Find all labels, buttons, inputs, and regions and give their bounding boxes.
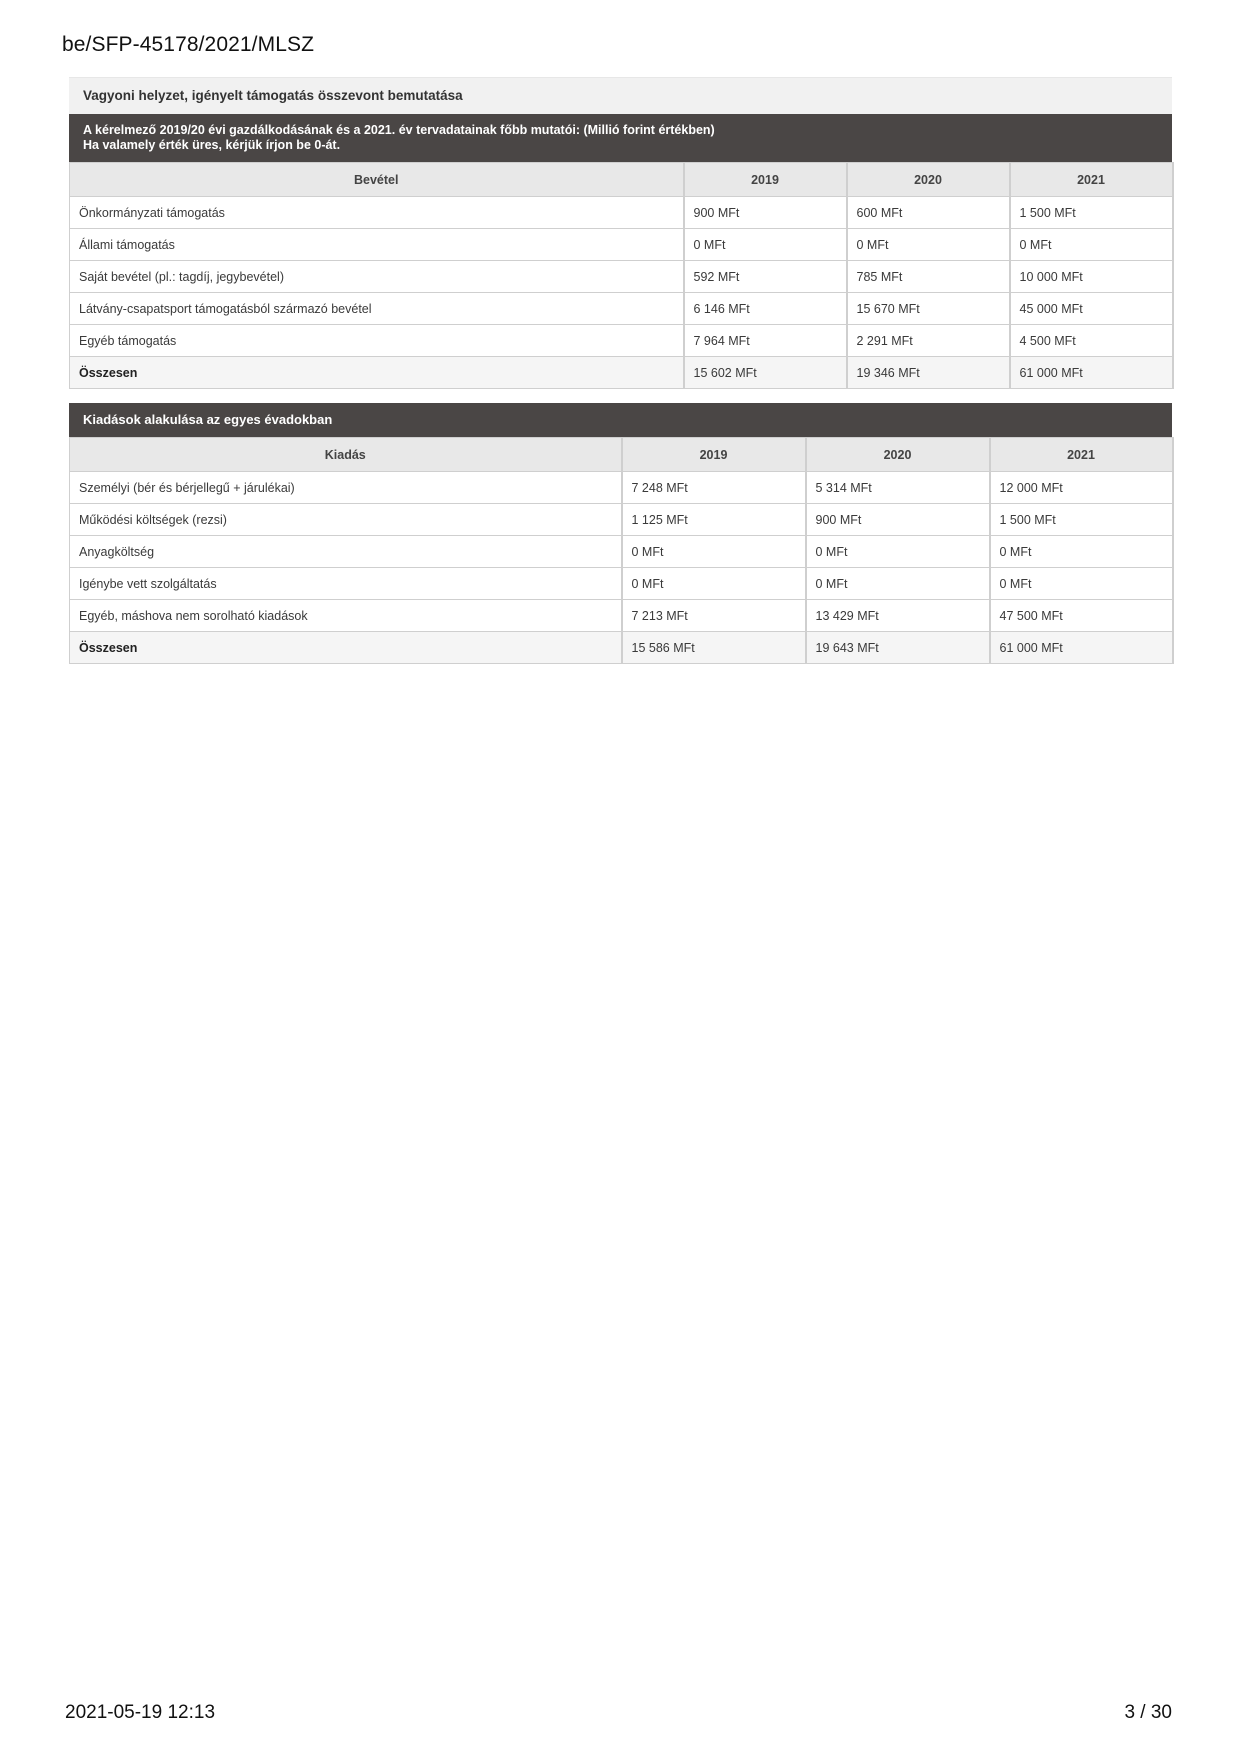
income-header-row [70,163,1173,197]
value-2021: 12 000 MFt [990,472,1173,504]
value-2019: 7 213 MFt [622,600,806,632]
row-label: Önkormányzati támogatás [70,197,684,229]
row-label: Látvány-csapatsport támogatásból származó bevétel [70,293,684,325]
row-label: Működési költségek (rezsi) [70,504,622,536]
value-2021: 1 500 MFt [1010,197,1173,229]
column-header-2020: 2020 [806,438,990,472]
value-2020: 600 MFt [847,197,1010,229]
value-2021: 0 MFt [990,536,1173,568]
value-2021: 4 500 MFt [1010,325,1173,357]
value-2019: 6 146 MFt [684,293,847,325]
value-2020: 5 314 MFt [806,472,990,504]
value-2019: 7 248 MFt [622,472,806,504]
value-2019: 1 125 MFt [622,504,806,536]
value-2021: 0 MFt [990,568,1173,600]
column-header-2019: 2019 [622,438,806,472]
value-2021: 1 500 MFt [990,504,1173,536]
table-row [70,504,1173,536]
column-header-2021: 2021 [990,438,1173,472]
page-number: 3 / 30 [1124,1702,1172,1723]
spacer [69,389,1172,403]
expense-table [69,437,1174,664]
value-2020: 2 291 MFt [847,325,1010,357]
total-2020: 19 643 MFt [806,632,990,664]
total-label: Összesen [70,357,684,389]
income-table-header [69,114,1172,162]
table-row [70,293,1173,325]
value-2021: 45 000 MFt [1010,293,1173,325]
expense-table-header: Kiadások alakulása az egyes évadokban [69,403,1172,437]
table-row [70,600,1173,632]
footer-timestamp: 2021-05-19 12:13 [65,1702,216,1723]
value-2021: 47 500 MFt [990,600,1173,632]
value-2020: 0 MFt [806,536,990,568]
row-label: Anyagköltség [70,536,622,568]
value-2019: 900 MFt [684,197,847,229]
value-2020: 0 MFt [806,568,990,600]
table-row [70,229,1173,261]
total-2021: 61 000 MFt [990,632,1173,664]
table-row [70,472,1173,504]
column-header-2020: 2020 [847,163,1010,197]
total-2019: 15 602 MFt [684,357,847,389]
column-header-2019: 2019 [684,163,847,197]
value-2020: 900 MFt [806,504,990,536]
total-row [70,632,1173,664]
table-row [70,536,1173,568]
total-2020: 19 346 MFt [847,357,1010,389]
value-2021: 10 000 MFt [1010,261,1173,293]
column-header-bevetel: Bevétel [70,163,684,197]
value-2020: 785 MFt [847,261,1010,293]
value-2019: 7 964 MFt [684,325,847,357]
total-2019: 15 586 MFt [622,632,806,664]
row-label: Állami támogatás [70,229,684,261]
total-row [70,357,1173,389]
row-label: Saját bevétel (pl.: tagdíj, jegybevétel) [70,261,684,293]
column-header-2021: 2021 [1010,163,1173,197]
document-id: be/SFP-45178/2021/MLSZ [62,33,315,56]
income-table [69,162,1174,389]
value-2020: 15 670 MFt [847,293,1010,325]
expense-header-row [70,438,1173,472]
value-2021: 0 MFt [1010,229,1173,261]
income-header-line-2: Ha valamely érték üres, kérjük írjon be 0-át. [83,138,341,152]
row-label: Személyi (bér és bérjellegű + járulékai) [70,472,622,504]
value-2019: 0 MFt [622,568,806,600]
value-2019: 0 MFt [622,536,806,568]
value-2019: 592 MFt [684,261,847,293]
section-title: Vagyoni helyzet, igényelt támogatás összevont bemutatása [69,77,1172,114]
row-label: Igénybe vett szolgáltatás [70,568,622,600]
column-header-kiadas: Kiadás [70,438,622,472]
table-row [70,197,1173,229]
row-label: Egyéb, máshova nem sorolható kiadások [70,600,622,632]
total-2021: 61 000 MFt [1010,357,1173,389]
row-label: Egyéb támogatás [70,325,684,357]
income-header-line-1: A kérelmező 2019/20 évi gazdálkodásának és a 2021. év tervadatainak főbb mutatói: (Millió forint értékben) [83,123,715,137]
value-2019: 0 MFt [684,229,847,261]
table-row [70,325,1173,357]
total-label: Összesen [70,632,622,664]
table-row [70,568,1173,600]
value-2020: 0 MFt [847,229,1010,261]
table-row [70,261,1173,293]
page-content [69,77,1172,664]
value-2020: 13 429 MFt [806,600,990,632]
